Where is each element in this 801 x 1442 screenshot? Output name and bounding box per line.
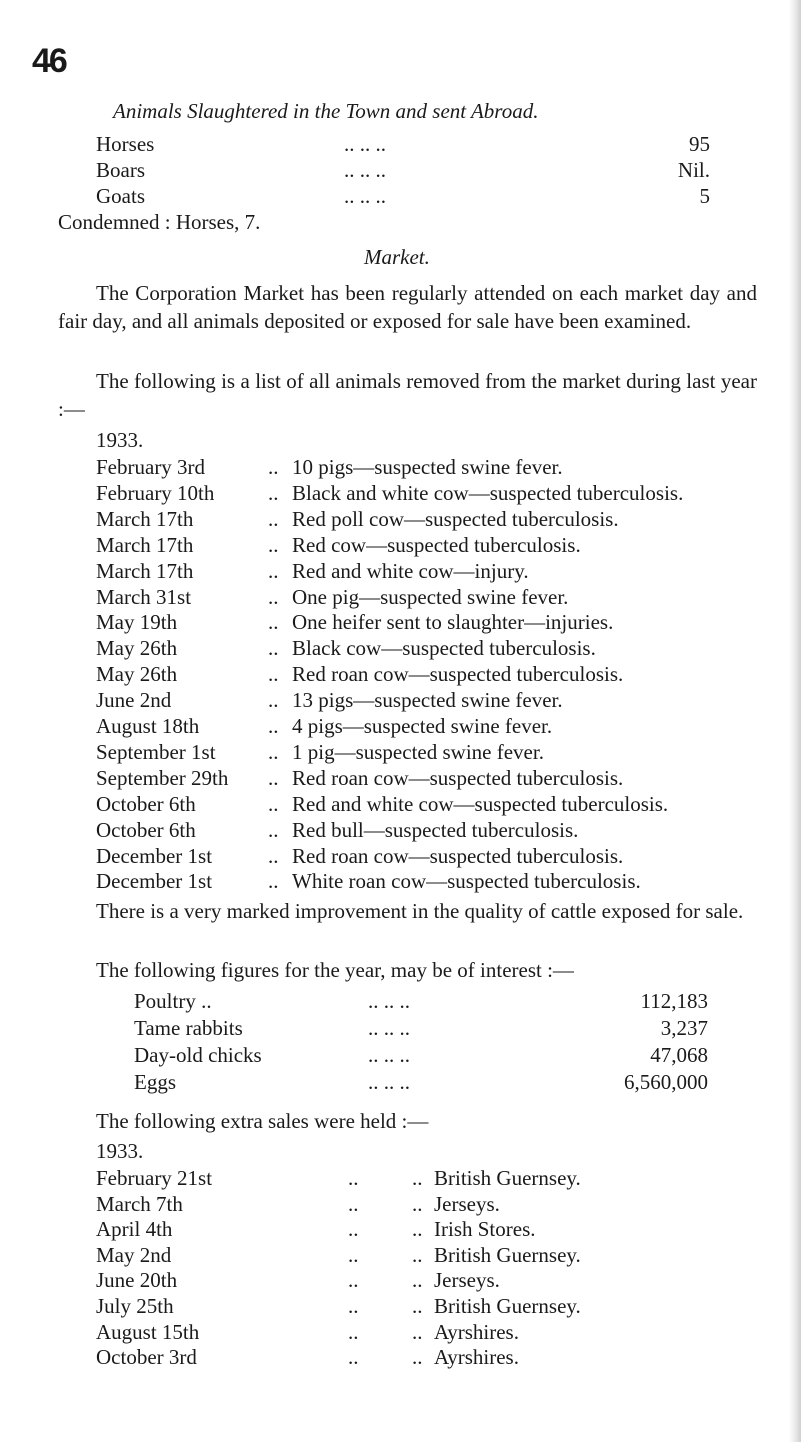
leader-dots: ..	[268, 843, 279, 868]
page-edge-shadow	[789, 0, 801, 1442]
figure-value: 6,560,000	[624, 1070, 708, 1094]
leader-dots: ..	[348, 1319, 359, 1344]
removed-date: December 1st	[96, 869, 213, 894]
leader-dots: ..	[268, 662, 279, 687]
leader-dots: ..	[268, 558, 279, 583]
leader-dots: ..	[412, 1217, 423, 1242]
leader-dots: ..	[268, 714, 279, 738]
leader-dots: .. .. ..	[344, 158, 386, 182]
removed-date: October 6th	[96, 791, 196, 816]
removed-year: 1933.	[96, 428, 144, 452]
removed-desc: Red and white cow—injury.	[292, 558, 529, 583]
removed-date: March 17th	[96, 558, 194, 583]
figure-label: Eggs	[134, 1070, 176, 1094]
sale-desc: British Guernsey.	[434, 1242, 581, 1267]
leader-dots: ..	[412, 1345, 423, 1370]
leader-dots: .. .. ..	[368, 989, 410, 1013]
removed-desc: Black cow—suspected tuberculosis.	[292, 636, 596, 661]
leader-dots: ..	[268, 480, 279, 505]
removed-desc: White roan cow—suspected tuberculosis.	[292, 869, 641, 894]
leader-dots: ..	[268, 636, 279, 661]
sales-year: 1933.	[96, 1139, 144, 1163]
removed-desc: Red poll cow—suspected tuberculosis.	[292, 506, 619, 531]
market-para-3: There is a very marked improvement in the quality of cattle exposed for sale.	[96, 899, 744, 923]
leader-dots: ..	[268, 869, 279, 894]
sale-desc: Irish Stores.	[434, 1217, 536, 1242]
leader-dots: ..	[268, 765, 279, 790]
slaughtered-value: 95	[689, 132, 710, 156]
sale-date: July 25th	[96, 1294, 174, 1318]
slaughtered-heading: Animals Slaughtered in the Town and sent Abroad.	[113, 99, 539, 123]
leader-dots: .. .. ..	[368, 1016, 410, 1040]
removed-desc: 10 pigs—suspected swine fever.	[292, 455, 563, 479]
removed-date: June 2nd	[96, 688, 172, 713]
leader-dots: ..	[412, 1242, 423, 1267]
removed-desc: Red cow—suspected tuberculosis.	[292, 532, 581, 557]
removed-date: March 31st	[96, 584, 192, 609]
slaughtered-label: Horses	[96, 132, 155, 156]
sale-date: August 15th	[96, 1319, 200, 1344]
slaughtered-value: 5	[699, 184, 710, 208]
removed-desc: Red roan cow—suspected tuberculosis.	[292, 765, 624, 790]
sale-desc: Jerseys.	[434, 1268, 500, 1293]
sale-date: May 2nd	[96, 1242, 172, 1267]
leader-dots: ..	[268, 688, 279, 713]
removed-date: May 19th	[96, 610, 178, 635]
leader-dots: ..	[412, 1319, 423, 1344]
leader-dots: ..	[268, 506, 279, 531]
sale-date: June 20th	[96, 1268, 178, 1293]
sale-desc: Ayrshires.	[434, 1345, 519, 1370]
slaughtered-label: Boars	[96, 158, 145, 182]
removed-desc: Red roan cow—suspected tuberculosis.	[292, 662, 624, 687]
market-heading: Market.	[364, 245, 430, 269]
sale-desc: British Guernsey.	[434, 1166, 581, 1190]
leader-dots: ..	[412, 1166, 423, 1190]
removed-desc: 1 pig—suspected swine fever.	[292, 739, 544, 764]
removed-desc: Red bull—suspected tuberculosis.	[292, 817, 579, 842]
market-para-5: The following extra sales were held :—	[96, 1109, 429, 1133]
removed-desc: 4 pigs—suspected swine fever.	[292, 714, 553, 738]
leader-dots: ..	[412, 1294, 423, 1318]
leader-dots: .. .. ..	[344, 132, 386, 156]
figure-value: 3,237	[660, 1016, 708, 1040]
leader-dots: ..	[348, 1294, 359, 1318]
page-number: 46	[32, 42, 66, 80]
leader-dots: ..	[268, 739, 279, 764]
removed-date: March 17th	[96, 532, 194, 557]
removed-date: February 3rd	[96, 455, 206, 479]
figure-label: Tame rabbits	[134, 1016, 243, 1040]
sale-date: October 3rd	[96, 1345, 197, 1370]
removed-desc: One heifer sent to slaughter—injuries.	[292, 610, 614, 635]
leader-dots: ..	[268, 610, 279, 635]
leader-dots: .. .. ..	[368, 1043, 410, 1067]
sale-desc: Ayrshires.	[434, 1319, 519, 1344]
removed-date: October 6th	[96, 817, 196, 842]
slaughtered-value: Nil.	[677, 158, 710, 182]
leader-dots: ..	[348, 1345, 359, 1370]
leader-dots: .. .. ..	[368, 1070, 410, 1094]
sale-desc: British Guernsey.	[434, 1294, 581, 1318]
leader-dots: ..	[348, 1191, 359, 1216]
removed-date: May 26th	[96, 662, 178, 687]
leader-dots: ..	[268, 791, 279, 816]
leader-dots: ..	[268, 532, 279, 557]
removed-desc: Red roan cow—suspected tuberculosis.	[292, 843, 624, 868]
removed-date: March 17th	[96, 506, 194, 531]
removed-date: September 1st	[96, 739, 216, 764]
market-para-1: The Corporation Market has been regularly attended on each market day and fair day, and all animals deposited or exposed for sale have been examined.	[58, 281, 757, 333]
removed-date: August 18th	[96, 714, 200, 738]
market-para-2: The following is a list of all animals removed from the market during last year :—	[58, 369, 757, 421]
leader-dots: ..	[268, 455, 279, 479]
sale-date: April 4th	[96, 1217, 173, 1242]
leader-dots: ..	[412, 1191, 423, 1216]
leader-dots: ..	[348, 1217, 359, 1242]
sale-desc: Jerseys.	[434, 1191, 500, 1216]
figure-value: 47,068	[650, 1043, 708, 1067]
removed-desc: One pig—suspected swine fever.	[292, 584, 569, 609]
leader-dots: ..	[412, 1268, 423, 1293]
leader-dots: ..	[348, 1268, 359, 1293]
removed-date: September 29th	[96, 765, 229, 790]
removed-date: December 1st	[96, 843, 213, 868]
leader-dots: .. .. ..	[344, 184, 386, 208]
figure-label: Day-old chicks	[134, 1043, 262, 1067]
leader-dots: ..	[268, 817, 279, 842]
removed-desc: 13 pigs—suspected swine fever.	[292, 688, 563, 713]
removed-desc: Black and white cow—suspected tuberculosis.	[292, 480, 684, 505]
removed-desc: Red and white cow—suspected tuberculosis.	[292, 791, 669, 816]
slaughtered-label: Goats	[96, 184, 145, 208]
leader-dots: ..	[268, 584, 279, 609]
market-para-4: The following figures for the year, may be of interest :—	[96, 958, 574, 982]
condemned-line: Condemned : Horses, 7.	[58, 210, 261, 234]
sale-date: March 7th	[96, 1191, 183, 1216]
figure-label: Poultry ..	[134, 989, 212, 1013]
removed-date: May 26th	[96, 636, 178, 661]
leader-dots: ..	[348, 1166, 359, 1190]
sale-date: February 21st	[96, 1166, 213, 1190]
leader-dots: ..	[348, 1242, 359, 1267]
removed-date: February 10th	[96, 480, 215, 505]
figure-value: 112,183	[640, 989, 708, 1013]
